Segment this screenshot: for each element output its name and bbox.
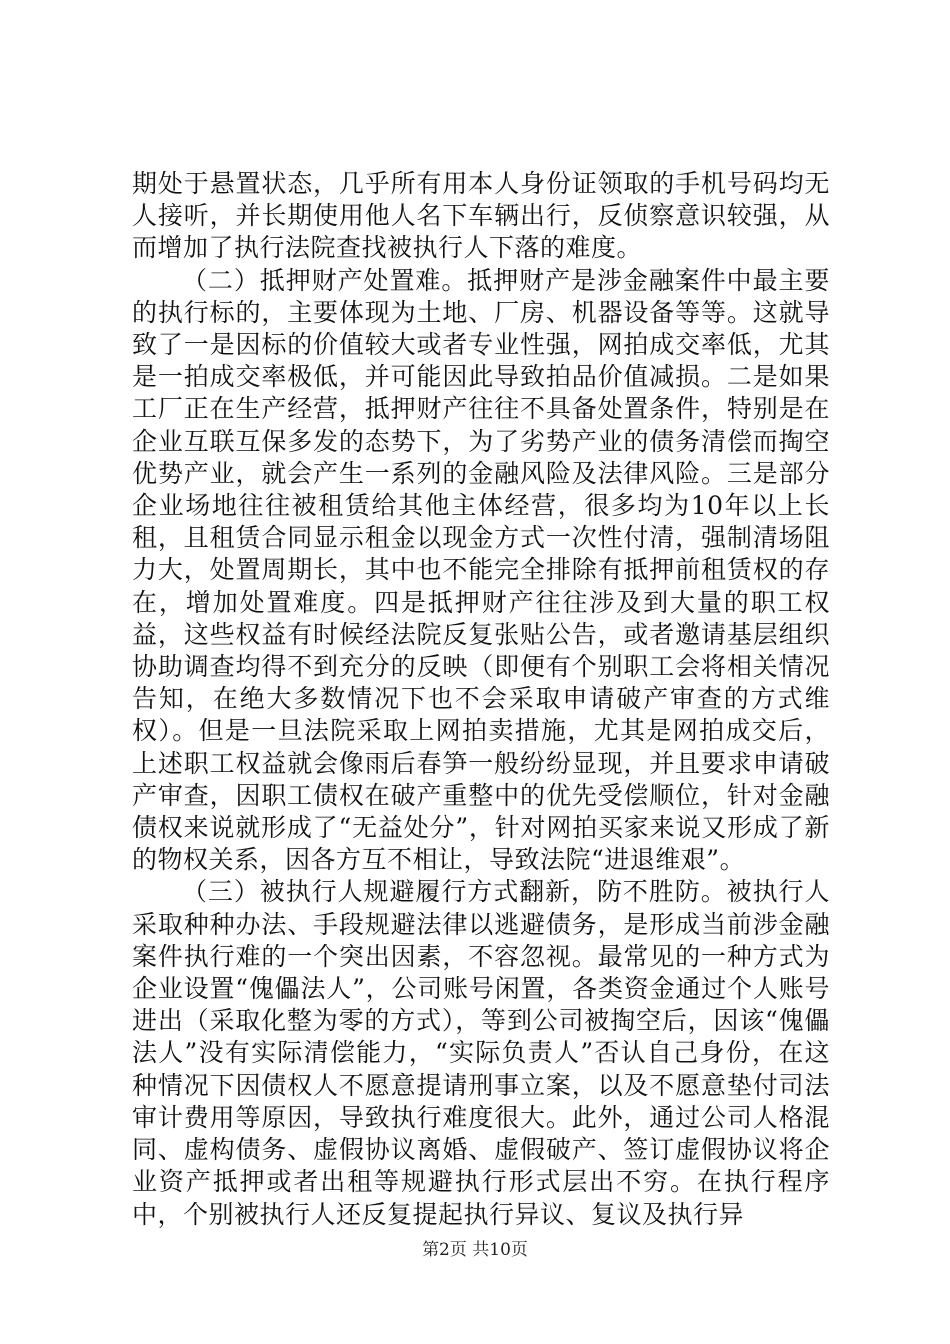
- paragraph-continuation: 期处于悬置状态，几乎所有用本人身份证领取的手机号码均无人接听，并长期使用他人名下车辆出行，反侦察意识较强，从而增加了执行法院查找被执行人下落的难度。: [132, 169, 830, 263]
- paragraph-evasion-methods: （三）被执行人规避履行方式翻新，防不胜防。被执行人采取种种办法、手段规避法律以逃避债务，是形成当前涉金融案件执行难的一个突出因素，不容忽视。最常见的一种方式为企业设置“傀儡法人”，公司账号闲置，各类资金通过个人账号进出（采取化整为零的方式），等到公司被掏空后，因该“傀儡法人”没有实际清偿能力，“实际负责人”否认自己身份，在这种情况下因债权人不愿意提请刑事立案，以及不愿意垫付司法审计费用等原因，导致执行难度很大。此外，通过公司人格混同、虚构债务、虚假协议离婚、虚假破产、签订虚假协议将企业资产抵押或者出租等规避执行形式层出不穷。在执行程序中，个别被执行人还反复提起执行异议、复议及执行异: [132, 877, 830, 1229]
- body-text: [132, 168, 830, 1231]
- paragraph-mortgage-disposal: （二）抵押财产处置难。抵押财产是涉金融案件中最主要的执行标的，主要体现为土地、厂房、机器设备等等。这就导致了一是因标的价值较大或者专业性强，网拍成交率低，尤其是一拍成交率极低，并可能因此导致拍品价值减损。二是如果工厂正在生产经营，抵押财产往往不具备处置条件，特别是在企业互联互保多发的态势下，为了劣势产业的债务清偿而掏空优势产业，就会产生一系列的金融风险及法律风险。三是部分企业场地往往被租赁给其他主体经营，很多均为10年以上长租，且租赁合同显示租金以现金方式一次性付清，强制清场阻力大，处置周期长，其中也不能完全排除有抵押前租赁权的存在，增加处置难度。四是抵押财产往往涉及到大量的职工权益，这些权益有时候经法院反复张贴公告，或者邀请基层组织协助调查均得不到充分的反映（即便有个别职工会将相关情况告知，在绝大多数情况下也不会采取申请破产审查的方式维权）。但是一旦法院采取上网拍卖措施，尤其是网拍成交后，上述职工权益就会像雨后春笋一般纷纷显现，并且要求申请破产审查，因职工债权在破产重整中的优先受偿顺位，针对金融债权来说就形成了“无益处分”，针对网拍买家来说又形成了新的物权关系，因各方互不相让，导致法院“进退维艰”。: [132, 265, 830, 875]
- page-footer: 第2页 共10页: [422, 1240, 528, 1260]
